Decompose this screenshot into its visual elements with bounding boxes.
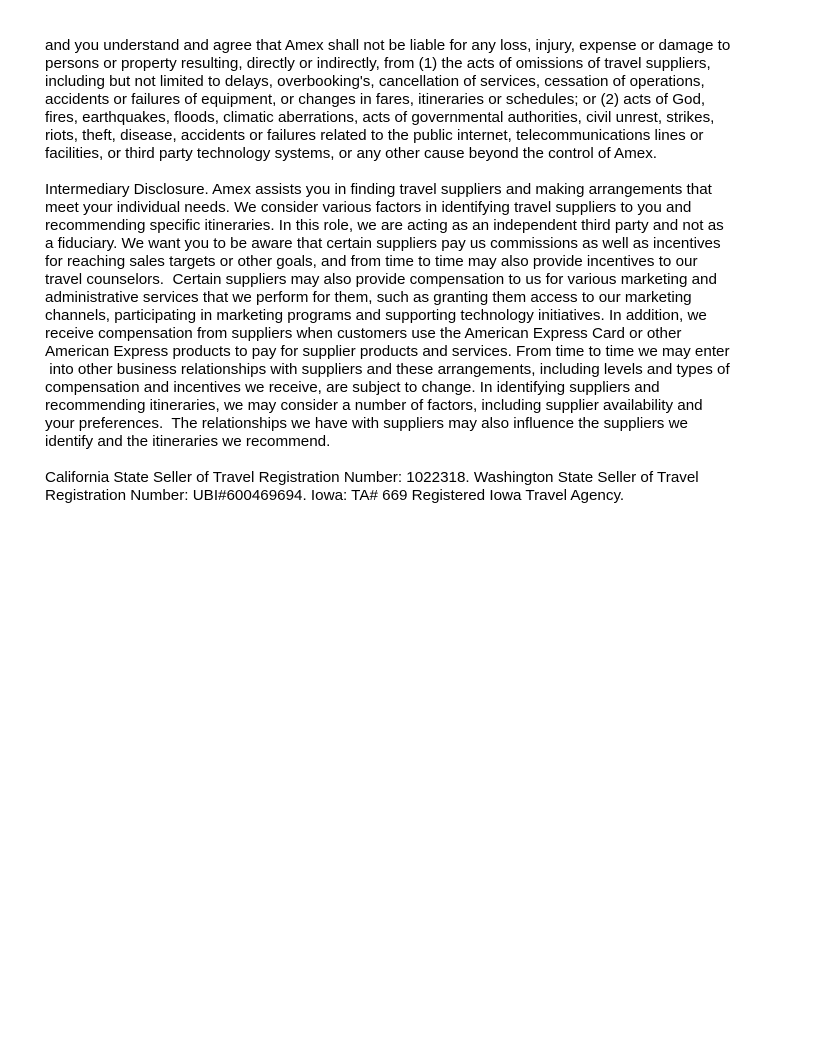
paragraph-line: a fiduciary. We want you to be aware that certain suppliers pay us commissions as well as incentives [45,235,721,252]
intermediary-disclosure-paragraph [45,181,775,451]
paragraph-line: fires, earthquakes, floods, climatic aberrations, acts of governmental authorities, civil unrest, strikes, [45,109,715,126]
paragraph-line: travel counselors. Certain suppliers may also provide compensation to us for various marketing and [45,271,717,288]
paragraph-line: American Express products to pay for supplier products and services. From time to time we may enter [45,343,730,360]
paragraph-line: channels, participating in marketing programs and supporting technology initiatives. In addition, we [45,307,707,324]
paragraph-line: for reaching sales targets or other goals, and from time to time may also provide incentives to our [45,253,698,270]
registration-paragraph [45,469,775,505]
paragraph-line: California State Seller of Travel Registration Number: 1022318. Washington State Seller of Travel [45,469,699,486]
paragraph-line: including but not limited to delays, overbooking's, cancellation of services, cessation of operations, [45,73,705,90]
paragraph-line: and you understand and agree that Amex shall not be liable for any loss, injury, expense or damage to [45,37,731,54]
paragraph-line: riots, theft, disease, accidents or failures related to the public internet, telecommunications lines or [45,127,704,144]
paragraph-line: recommending specific itineraries. In this role, we are acting as an independent third party and not as [45,217,724,234]
paragraph-line: identify and the itineraries we recommend. [45,433,331,450]
liability-paragraph [45,37,775,163]
paragraph-line: receive compensation from suppliers when customers use the American Express Card or other [45,325,682,342]
paragraph-line: compensation and incentives we receive, are subject to change. In identifying suppliers and [45,379,660,396]
paragraph-line: persons or property resulting, directly or indirectly, from (1) the acts of omissions of travel suppliers, [45,55,711,72]
paragraph-line: meet your individual needs. We consider various factors in identifying travel suppliers to you and [45,199,692,216]
document-page [45,37,775,523]
paragraph-line: recommending itineraries, we may consider a number of factors, including supplier availability and [45,397,703,414]
paragraph-line: Intermediary Disclosure. Amex assists you in finding travel suppliers and making arrangements that [45,181,712,198]
paragraph-line: your preferences. The relationships we have with suppliers may also influence the suppliers we [45,415,688,432]
paragraph-line: administrative services that we perform for them, such as granting them access to our marketing [45,289,692,306]
paragraph-line: into other business relationships with suppliers and these arrangements, including levels and types of [45,361,730,378]
paragraph-line: accidents or failures of equipment, or changes in fares, itineraries or schedules; or (2) acts of God, [45,91,706,108]
paragraph-line: Registration Number: UBI#600469694. Iowa: TA# 669 Registered Iowa Travel Agency. [45,487,625,504]
paragraph-line: facilities, or third party technology systems, or any other cause beyond the control of Amex. [45,145,658,162]
